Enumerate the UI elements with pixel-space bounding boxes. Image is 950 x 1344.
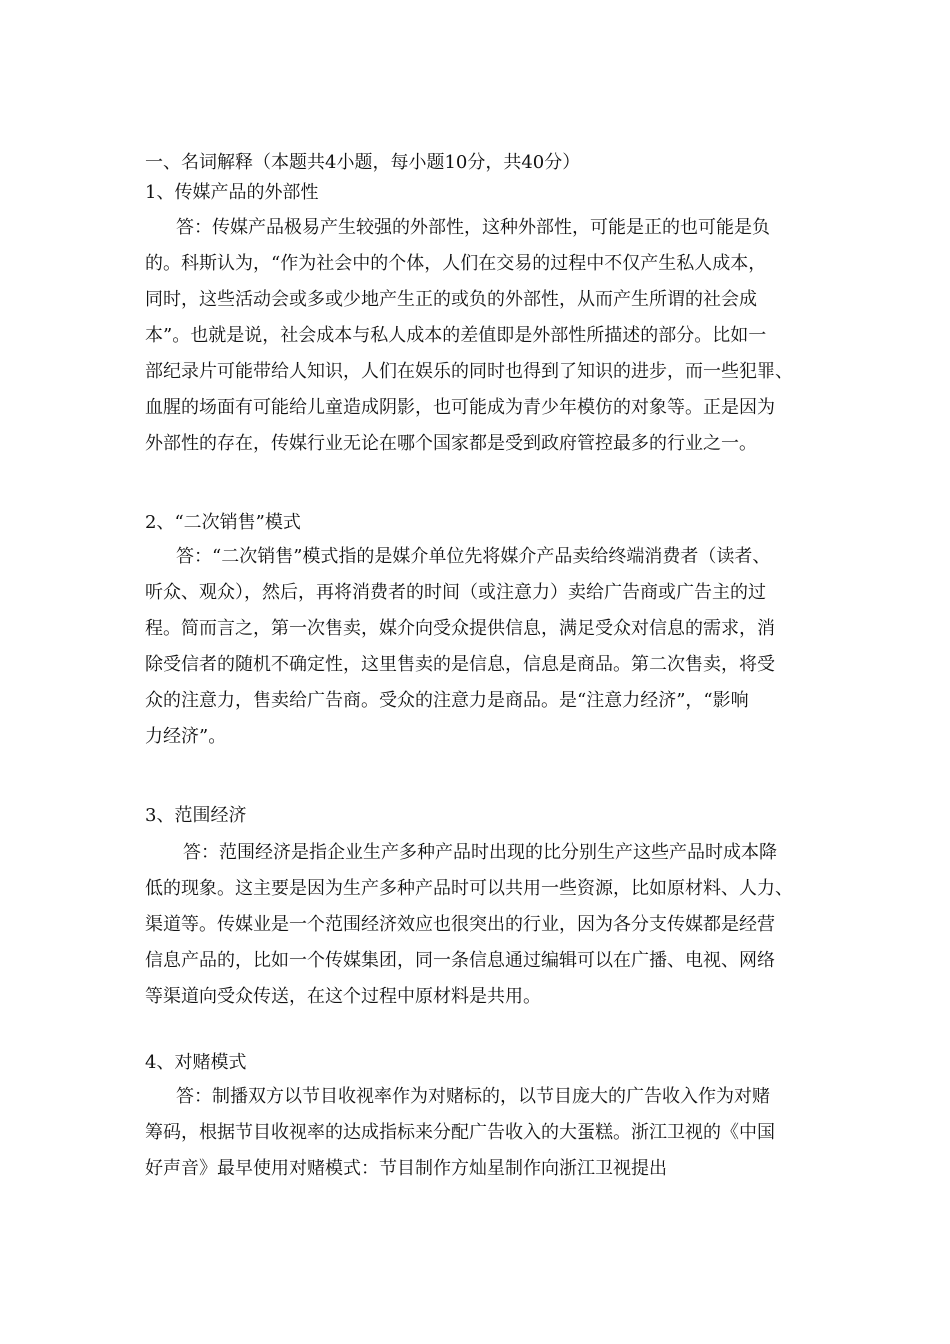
section-3-line: 渠道等。传媒业是一个范围经济效应也很突出的行业，因为各分支传媒都是经营 — [145, 914, 775, 935]
section-2-line: 程。简而言之，第一次售卖，媒介向受众提供信息，满足受众对信息的需求，消 — [145, 618, 775, 639]
section-1-line: 部纪录片可能带给人知识，人们在娱乐的同时也得到了知识的进步，而一些犯罪、 — [145, 361, 793, 382]
exam-heading: 一、名词解释（本题共4小题，每小题10分，共40分） — [145, 152, 581, 173]
section-1-line: 答：传媒产品极易产生较强的外部性，这种外部性，可能是正的也可能是负 — [176, 217, 770, 238]
section-4-line: 好声音》最早使用对赌模式：节目制作方灿星制作向浙江卫视提出 — [145, 1158, 667, 1179]
section-1-line: 血腥的场面有可能给儿童造成阴影，也可能成为青少年模仿的对象等。正是因为 — [145, 397, 775, 418]
section-3-line: 等渠道向受众传送，在这个过程中原材料是共用。 — [145, 986, 541, 1007]
section-2-line: 除受信者的随机不确定性，这里售卖的是信息，信息是商品。第二次售卖，将受 — [145, 654, 775, 675]
section-title-4: 4、对赌模式 — [145, 1052, 247, 1073]
section-title-2: 2、“二次销售”模式 — [145, 512, 301, 533]
section-4-line: 答：制播双方以节目收视率作为对赌标的，以节目庞大的广告收入作为对赌 — [176, 1086, 770, 1107]
section-2-line: 听众、观众），然后，再将消费者的时间（或注意力）卖给广告商或广告主的过 — [145, 582, 766, 603]
section-1-line: 的。科斯认为，“作为社会中的个体，人们在交易的过程中不仅产生私人成本， — [145, 253, 767, 274]
section-3-line: 信息产品的，比如一个传媒集团，同一条信息通过编辑可以在广播、电视、网络 — [145, 950, 775, 971]
section-3-line: 低的现象。这主要是因为生产多种产品时可以共用一些资源，比如原材料、人力、 — [145, 878, 793, 899]
section-4-line: 筹码，根据节目收视率的达成指标来分配广告收入的大蛋糕。浙江卫视的《中国 — [145, 1122, 775, 1143]
section-2-line: 答：“二次销售”模式指的是媒介单位先将媒介产品卖给终端消费者（读者、 — [176, 546, 771, 567]
section-title-3: 3、范围经济 — [145, 805, 247, 826]
section-1-line: 外部性的存在，传媒行业无论在哪个国家都是受到政府管控最多的行业之一。 — [145, 433, 757, 454]
section-2-line: 众的注意力，售卖给广告商。受众的注意力是商品。是“注意力经济”，“影响 — [145, 690, 749, 711]
section-2-line: 力经济”。 — [145, 726, 227, 747]
section-3-line: 答：范围经济是指企业生产多种产品时出现的比分别生产这些产品时成本降 — [183, 842, 777, 863]
section-title-1: 1、传媒产品的外部性 — [145, 182, 319, 203]
section-1-line: 同时，这些活动会或多或少地产生正的或负的外部性，从而产生所谓的社会成 — [145, 289, 757, 310]
section-1-line: 本”。也就是说，社会成本与私人成本的差值即是外部性所描述的部分。比如一 — [145, 325, 767, 346]
